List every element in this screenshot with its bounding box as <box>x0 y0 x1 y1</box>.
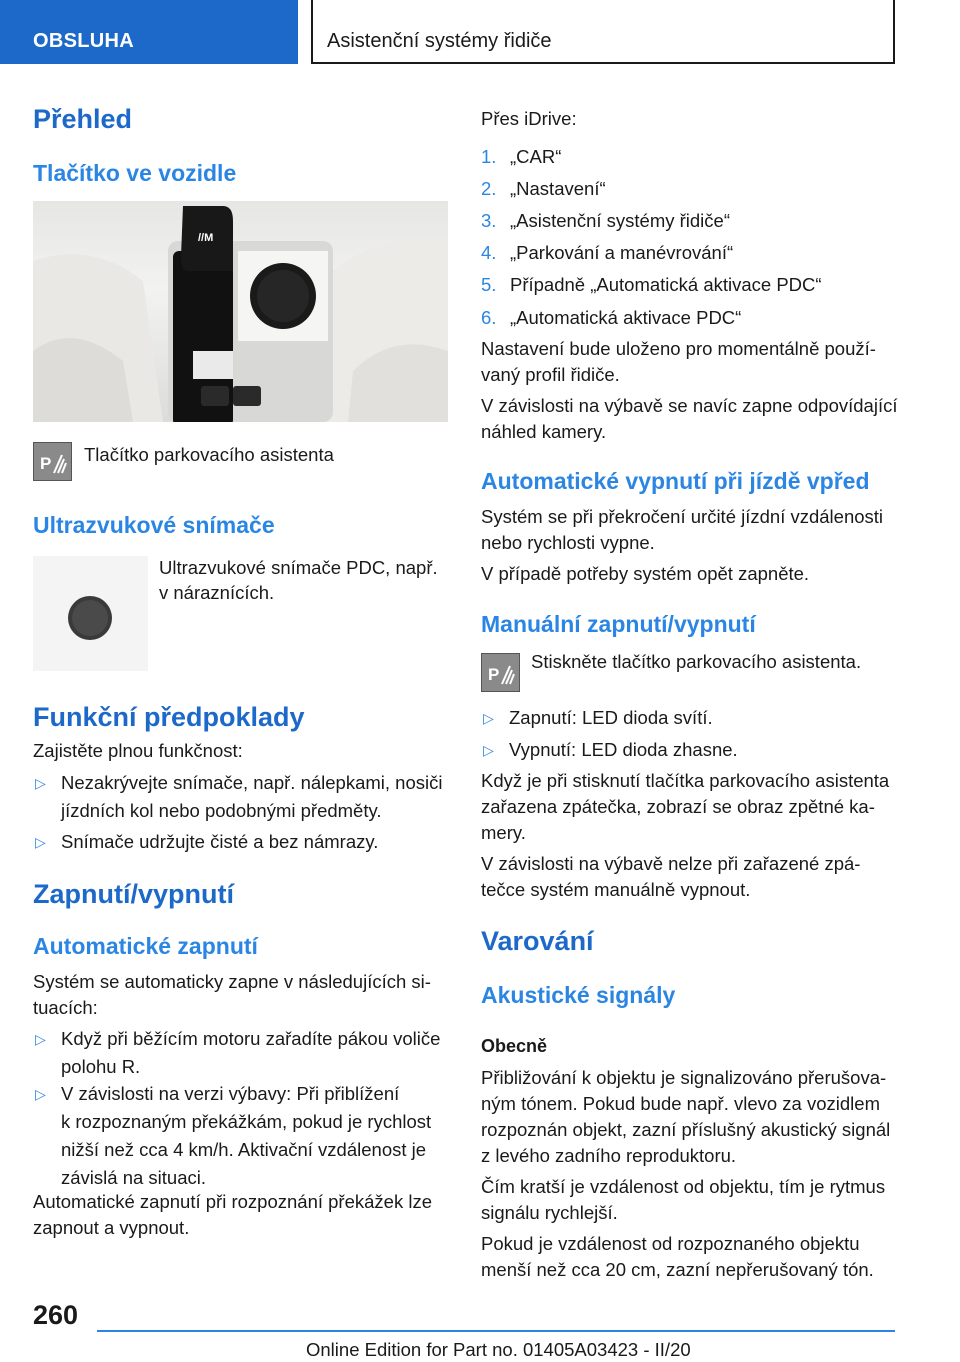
manual-press: Stiskněte tlačítko parkovacího asistenta. <box>531 651 862 672</box>
gear-console-photo <box>33 201 448 422</box>
heading-prehled: Přehled <box>33 104 133 134</box>
page-number: 260 <box>33 1300 79 1330</box>
heading-akusticke: Akustické signály <box>481 982 676 1008</box>
step-number: 4. <box>481 242 497 263</box>
svg-text:P: P <box>40 454 52 473</box>
bullet-line: jízdních kol nebo podobnými předměty. <box>61 800 382 821</box>
ne-1: Pokud je vzdálenost od rozpoznaného objektu <box>481 1233 860 1254</box>
svg-text:P: P <box>488 665 500 684</box>
step-text: „Nastavení“ <box>510 178 606 199</box>
auto-bullet-2 <box>33 1080 453 1192</box>
vyp-1: Systém se při překročení určité jízdní vzdálenosti <box>481 506 884 527</box>
heading-varovani: Varování <box>481 926 594 956</box>
kr-1: Čím kratší je vzdálenost od objektu, tím je rytmus <box>481 1176 886 1197</box>
funkcni-intro: Zajistěte plnou funkčnost: <box>33 740 243 761</box>
triangle-right-icon: ▷ <box>483 710 494 726</box>
triangle-right-icon: ▷ <box>35 1031 46 1047</box>
section-title: OBSLUHA <box>33 30 134 52</box>
section-tab <box>0 0 298 64</box>
chapter-title: Asistenční systémy řidiče <box>327 30 552 52</box>
triangle-right-icon: ▷ <box>35 834 46 850</box>
camera-2: náhled kamery. <box>481 421 607 442</box>
ob-1: Přibližování k objektu je signalizováno přerušova- <box>481 1067 887 1088</box>
edition-text: Online Edition for Part no. 01405A03423 - II/20 <box>306 1339 691 1360</box>
step-number: 3. <box>481 210 497 231</box>
auto-intro-1: Systém se automaticky zapne v následujících si- <box>33 971 431 992</box>
camera-1: V závislosti na výbavě se navíc zapne odpovídající <box>481 395 898 416</box>
auto-outro-1: Automatické zapnutí při rozpoznání překážek lze <box>33 1191 432 1212</box>
triangle-right-icon: ▷ <box>35 775 46 791</box>
heading-zapnuti: Zapnutí/vypnutí <box>33 879 234 909</box>
bullet-line: Vypnutí: LED dioda zhasne. <box>509 739 738 760</box>
funkcni-bullet-1 <box>33 769 453 825</box>
auto-intro-2: tuacích: <box>33 997 98 1018</box>
footer-rule <box>97 1330 895 1332</box>
button-caption: Tlačítko parkovacího asistenta <box>84 444 334 465</box>
step-text: „Parkování a manévrování“ <box>510 242 734 263</box>
gear-console-illustration <box>33 201 448 422</box>
manual-bullet-1 <box>481 704 901 732</box>
funkcni-bullet-2 <box>33 828 453 856</box>
auto-bullet-1 <box>33 1025 453 1081</box>
heading-manualni: Manuální zapnutí/vypnutí <box>481 611 756 637</box>
kr-2: signálu rychlejší. <box>481 1202 618 1223</box>
sensor-text-1: Ultrazvukové snímače PDC, např. <box>159 557 438 578</box>
ob-2: ným tónem. Pokud bude např. vlevo za vozidlem <box>481 1093 880 1114</box>
step-text: „Asistenční systémy řidiče“ <box>510 210 730 231</box>
bullet-line: Zapnutí: LED dioda svítí. <box>509 707 713 728</box>
park-assist-icon <box>481 653 520 692</box>
vyp-2: nebo rychlosti vypne. <box>481 532 655 553</box>
bullet-line: závislá na situaci. <box>61 1167 206 1188</box>
park-assist-icon <box>33 442 72 481</box>
triangle-right-icon: ▷ <box>483 742 494 758</box>
rev-2: zařazena zpátečka, zobrazí se obraz zpětné ka- <box>481 796 875 817</box>
bullet-line: nižší než cca 4 km/h. Aktivační vzdálenost je <box>61 1139 427 1160</box>
manual-bullet-2 <box>481 736 901 764</box>
bullet-line: polohu R. <box>61 1056 141 1077</box>
vyp-3: V případě potřeby systém opět zapněte. <box>481 563 810 584</box>
step-number: 6. <box>481 307 497 328</box>
auto-outro-2: zapnout a vypnout. <box>33 1217 190 1238</box>
ver-1: V závislosti na výbavě nelze při zařazené zpá- <box>481 853 861 874</box>
bullet-line: Nezakrývejte snímače, např. nálepkami, nosiči <box>61 772 443 793</box>
ob-4: z levého zadního reproduktoru. <box>481 1145 737 1166</box>
svg-text://M: //M <box>198 232 214 244</box>
step-text: „CAR“ <box>510 146 562 167</box>
rev-1: Když je při stisknutí tlačítka parkovacího asistenta <box>481 770 890 791</box>
heading-auto-vypnuti: Automatické vypnutí při jízdě vpřed <box>481 468 870 494</box>
bullet-line: Když při běžícím motoru zařadíte pákou voliče <box>61 1028 441 1049</box>
heading-ultrazvuk: Ultrazvukové snímače <box>33 512 275 538</box>
step-number: 1. <box>481 146 497 167</box>
heading-auto-zapnuti: Automatické zapnutí <box>33 933 258 959</box>
ne-2: menší než cca 20 cm, zazní nepřerušovaný tón. <box>481 1259 874 1280</box>
bullet-line: k rozpoznaným překážkám, pokud je rychlost <box>61 1111 432 1132</box>
step-number: 2. <box>481 178 497 199</box>
ver-2: tečce systém manuálně vypnout. <box>481 879 751 900</box>
heading-funkcni: Funkční předpoklady <box>33 702 305 732</box>
saved-1: Nastavení bude uloženo pro momentálně použí- <box>481 338 876 359</box>
rev-3: mery. <box>481 822 526 843</box>
heading-tlacitko: Tlačítko ve vozidle <box>33 160 237 186</box>
step-number: 5. <box>481 274 497 295</box>
ob-3: rozpoznán objekt, zazní příslušný akustický signál <box>481 1119 891 1140</box>
chapter-tab <box>311 0 895 64</box>
bullet-line: V závislosti na verzi výbavy: Při přiblížení <box>61 1083 400 1104</box>
triangle-right-icon: ▷ <box>35 1086 46 1102</box>
bullet-line: Snímače udržujte čisté a bez námrazy. <box>61 831 379 852</box>
idrive-intro: Přes iDrive: <box>481 108 577 129</box>
step-text: Případně „Automatická aktivace PDC“ <box>510 274 822 295</box>
saved-2: vaný profil řidiče. <box>481 364 620 385</box>
sensor-photo <box>33 556 148 671</box>
heading-obecne: Obecně <box>481 1036 548 1056</box>
step-text: „Automatická aktivace PDC“ <box>510 307 742 328</box>
sensor-text-2: v náraznících. <box>159 582 275 603</box>
sensor-icon <box>33 556 148 671</box>
